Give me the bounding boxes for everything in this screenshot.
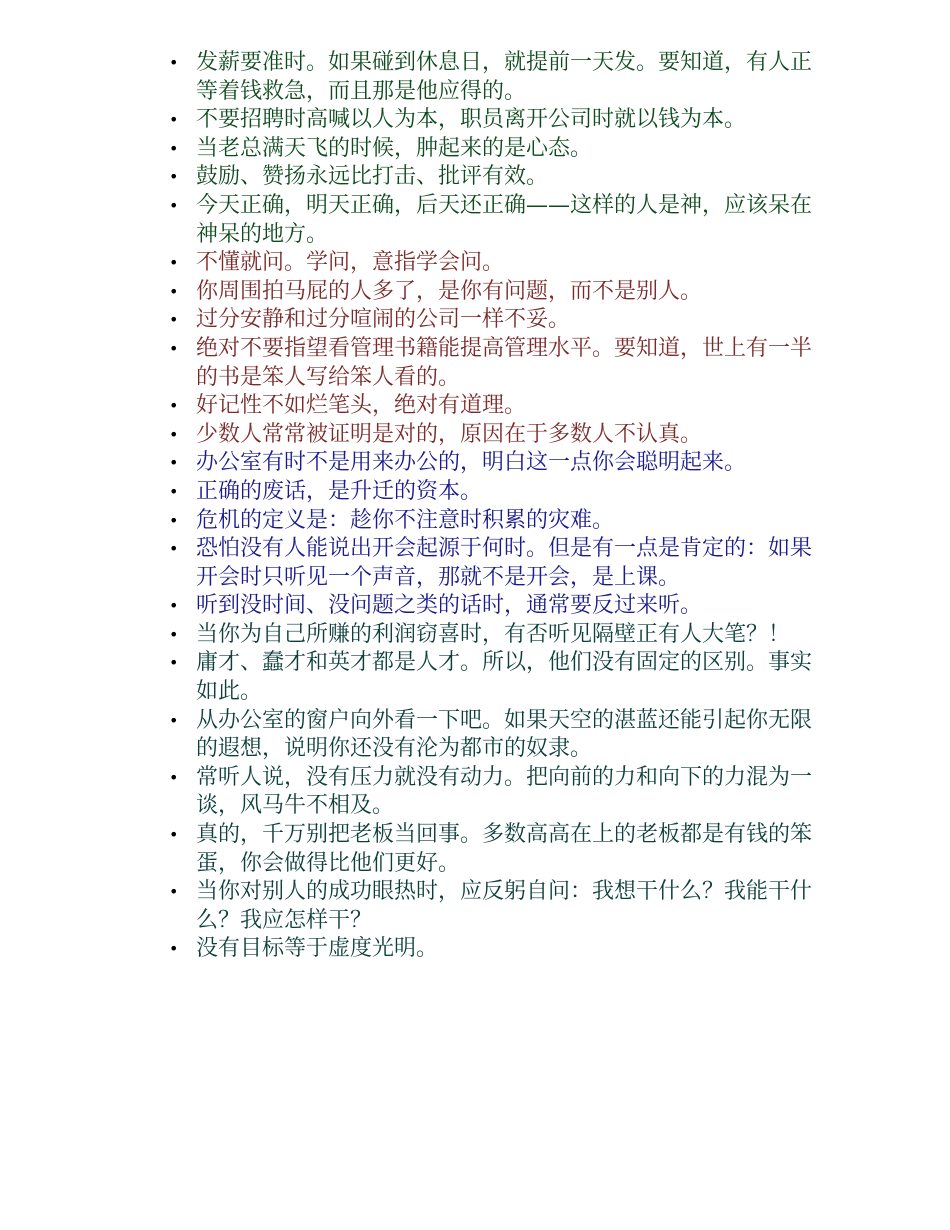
bullet-icon: •	[169, 424, 179, 444]
list-item	[169, 306, 816, 335]
list-item-text: 当你对别人的成功眼热时，应反躬自问：我想干什么？我能干什么？我应怎样干？	[196, 879, 813, 933]
bullet-icon: •	[169, 253, 179, 273]
bullet-icon: •	[169, 882, 179, 902]
list-item-text: 绝对不要指望看管理书籍能提高管理水平。要知道，世上有一半的书是笨人写给笨人看的。	[196, 335, 813, 390]
list-item-text: 当老总满天飞的时候，肿起来的是心态。	[196, 135, 593, 161]
list-item-text: 没有目标等于虚度光明。	[196, 936, 439, 962]
bullet-icon: •	[169, 539, 179, 559]
bullet-icon: •	[169, 338, 179, 358]
list-item-text: 危机的定义是：趁你不注意时积累的灾难。	[196, 507, 615, 533]
list-item-text: 真的，千万别把老板当回事。多数高高在上的老板都是有钱的笨蛋，你会做得比他们更好。	[196, 822, 813, 876]
list-item-text: 你周围拍马屁的人多了，是你有问题，而不是别人。	[196, 278, 703, 304]
list-item	[169, 707, 816, 764]
list-item-text: 不要招聘时高喊以人为本，职员离开公司时就以钱为本。	[196, 107, 747, 133]
list-item	[169, 392, 816, 421]
list-item	[169, 192, 816, 249]
list-item-text: 办公室有时不是用来办公的，明白这一点你会聪明起来。	[196, 450, 747, 476]
list-item-text: 常听人说，没有压力就没有动力。把向前的力和向下的力混为一谈，风马牛不相及。	[196, 764, 813, 819]
list-item-text: 好记性不如烂笔头，绝对有道理。	[196, 393, 527, 419]
bullet-icon: •	[169, 138, 179, 158]
list-item-text: 庸才、蠢才和英才都是人才。所以，他们没有固定的区别。事实如此。	[196, 650, 813, 705]
bullet-icon: •	[169, 453, 179, 473]
bullet-icon: •	[169, 481, 179, 501]
list-item	[169, 821, 816, 878]
list-item-text: 少数人常常被证明是对的，原因在于多数人不认真。	[196, 421, 703, 447]
list-item	[169, 649, 816, 706]
list-item-text: 从办公室的窗户向外看一下吧。如果天空的湛蓝还能引起你无限的遐想，说明你还没有沦为都市的奴隶。	[196, 707, 813, 762]
list-item	[169, 621, 816, 650]
bullet-icon: •	[169, 596, 179, 616]
list-item	[169, 764, 816, 821]
list-item	[169, 163, 816, 192]
list-item	[169, 507, 816, 536]
list-item-text: 发薪要准时。如果碰到休息日，就提前一天发。要知道，有人正等着钱救急，而且那是他应得的。	[196, 50, 813, 104]
list-item	[169, 106, 816, 135]
bullet-icon: •	[169, 653, 179, 673]
bullet-icon: •	[169, 310, 179, 330]
bullet-icon: •	[169, 825, 179, 845]
bullet-icon: •	[169, 510, 179, 530]
list-item	[169, 535, 816, 592]
bullet-icon: •	[169, 624, 179, 644]
list-item	[169, 249, 816, 278]
list-item-text: 鼓励、赞扬永远比打击、批评有效。	[196, 164, 549, 190]
list-item	[169, 935, 816, 964]
list-item	[169, 592, 816, 621]
list-item	[169, 478, 816, 507]
bullet-icon: •	[169, 396, 179, 416]
list-item-text: 过分安静和过分喧闹的公司一样不妥。	[196, 307, 571, 333]
list-item	[169, 135, 816, 164]
list-item-text: 恐怕没有人能说出开会起源于何时。但是有一点是肯定的：如果开会时只听见一个声音，那就不是开会，是上课。	[196, 536, 813, 590]
list-item-text: 正确的废话，是升迁的资本。	[196, 478, 483, 504]
list-item	[169, 335, 816, 392]
list-item	[169, 449, 816, 478]
quote-list	[0, 49, 816, 964]
bullet-icon: •	[169, 710, 179, 730]
bullet-icon: •	[169, 767, 179, 787]
list-item	[169, 421, 816, 450]
list-item-text: 今天正确，明天正确，后天还正确——这样的人是神，应该呆在神呆的地方。	[196, 192, 813, 247]
bullet-icon: •	[169, 53, 179, 72]
bullet-icon: •	[169, 939, 179, 959]
bullet-icon: •	[169, 167, 179, 187]
list-item	[169, 278, 816, 307]
list-item	[169, 878, 816, 935]
bullet-icon: •	[169, 195, 179, 215]
list-item-text: 当你为自己所赚的利润窃喜时，有否听见隔壁正有人大笔？！	[196, 621, 791, 647]
list-item-text: 不懂就问。学问，意指学会问。	[196, 250, 505, 276]
list-item-text: 听到没时间、没问题之类的话时，通常要反过来听。	[196, 593, 703, 619]
list-item	[169, 49, 816, 106]
bullet-icon: •	[169, 281, 179, 301]
bullet-icon: •	[169, 110, 179, 130]
